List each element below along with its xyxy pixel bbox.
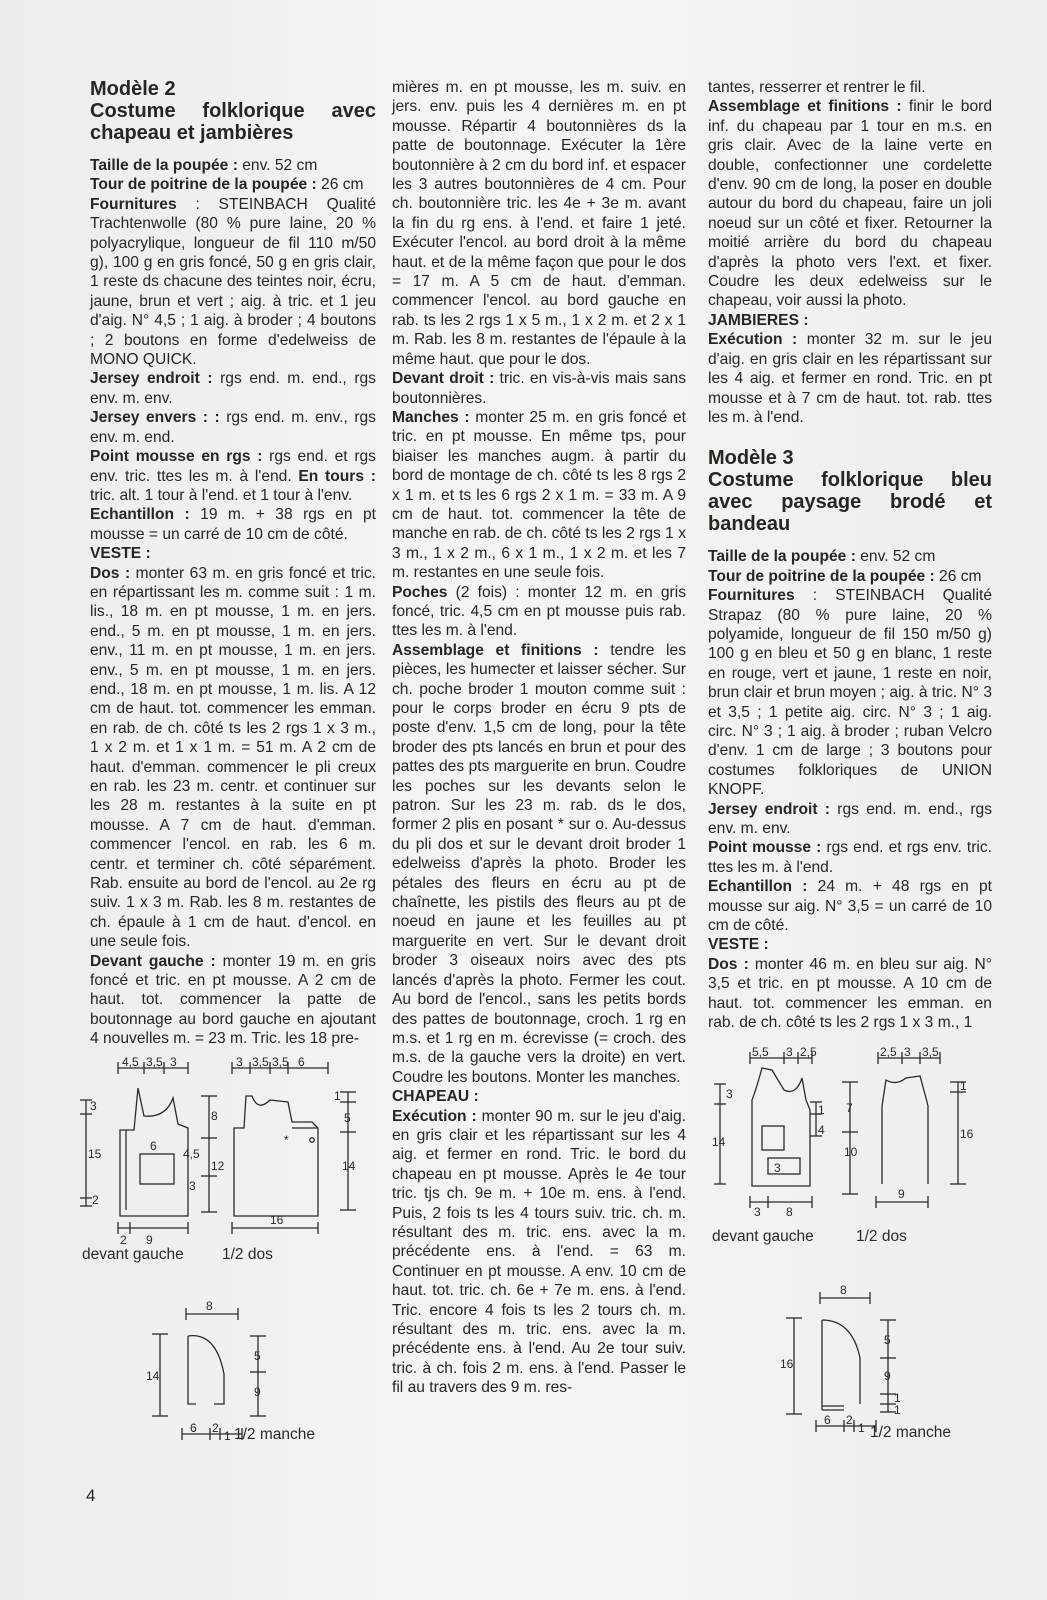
dim-m3-dos-top-2: 3,5 xyxy=(922,1045,939,1059)
dim-m2-devant-bottom-1: 9 xyxy=(146,1233,153,1247)
m2-manche-label: 1/2 manche xyxy=(234,1426,315,1443)
dim-m2-devant-left-1: 15 xyxy=(88,1147,102,1161)
dim-m2-manche-top: 8 xyxy=(206,1299,213,1313)
model-3-title: Costume folklorique bleu avec paysage brodé et bandeau xyxy=(708,469,992,536)
para-m3-fournitures: Fournitures : STEINBACH Qualité Strapaz (80 % pure laine, 20 % polyamide, longueur de fil 150 m/50 g) 100 g en bleu et 50 g en blanc, 1 reste en rouge, vert et jaune, 1 reste en noir, brun clair et brun moyen ; aig. à tric. N° 3 et 3,5 ; 1 petite aig. circ. N° 3 ; 1 aig. circ. N° 3 ; 1 aig. à broder ; ruban Velcro d'env. 1 cm de large ; 3 boutons pour costumes folkloriques de UNION KNOPF. xyxy=(708,587,992,799)
dim-m2-dos-top-2: 3,5 xyxy=(272,1055,289,1069)
para-point-mousse: Point mousse en rgs : rgs end. et rgs env. tric. ttes les m. à l'end. En tours : tric. alt. 1 tour à l'end. et 1 tour à l'env. xyxy=(90,448,376,504)
model-2-label: Modèle 2 xyxy=(90,78,176,100)
para-chapeau: CHAPEAU : xyxy=(392,1088,479,1106)
para-execution-jambieres: Exécution : monter 32 m. sur le jeu d'aig. en gris clair en les répartissant sur les 4 aig. et fermer en rond. Tric. en pt mousse et à 7 cm de haut. tot. rab. ttes les m. à l'end. xyxy=(708,331,992,426)
dim-m3-dos-right-0: 1 xyxy=(960,1079,967,1093)
dim-m3-devant-right-1: 4 xyxy=(818,1123,825,1137)
para-poches: Poches (2 fois) : monter 12 m. en gris foncé, tric. 4,5 cm en pt mousse puis rab. ttes les m. à l'end. xyxy=(392,583,686,640)
dim-m3-devant-bottom-0: 3 xyxy=(754,1205,761,1219)
dim-m3-manche-left: 16 xyxy=(780,1357,794,1371)
m3-devant-label: devant gauche xyxy=(712,1228,814,1245)
column-1 xyxy=(90,78,376,1049)
para-m3-jersey-endroit: Jersey endroit : rgs end. m. end., rgs env. m. env. xyxy=(708,800,992,837)
para-assemblage: Assemblage et finitions : tendre les pièces, les humecter et laisser sécher. Sur ch. poche broder 1 mouton comme suit : pour le corps broder en écru 9 pts de poste d'env. 1,5 cm de long, pour la tête broder des pts lancés en brun et pour des pattes des pts marguerite en brun. Coudre les poches sur les devants selon le patron. Sur les 23 m. rab. ds le dos, former 2 plis en posant * sur o. Au-dessus du pli dos et sur le devant droit broder 1 edelweiss d'après la photo. Broder les pétales des fleurs en écru au pt de chaînette, les pistils des fleurs au pt de noeud en jaune et les feuilles au pt marguerite en vert. Sur le devant droit broder 3 oiseaux noirs avec des pts lancés d'après la photo. Fermer les cout. Au bord de l'encol., sans les petits bords des pattes de boutonnage, croch. 1 rg en m.s. et 1 rg en m. écrevisse (= croch. des m.s. de la gauche vers la droite) en vert. Coudre les boutons. Monter les manches. xyxy=(392,641,686,1086)
dim-m2-dos-bottom: 16 xyxy=(270,1213,284,1227)
fold-star-icon: * xyxy=(284,1133,289,1147)
dim-m2-manche-left: 14 xyxy=(146,1369,160,1383)
para-devant-continued: mières m. en pt mousse, les m. suiv. en jers. env. puis les 4 dernières m. en pt mousse. Répartir 4 boutonnières ds la patte de boutonnage. Exécuter la 1ère boutonnière à 2 cm du bord inf. et espacer les 3 autres boutonnières de 4 cm. Pour ch. boutonnière tric. les 4e + 3e m. avant la fin du rg ens. à l'end. et faire 1 jeté. Exécuter l'encol. au bord droit à la même haut. et de la même façon que pour le dos = 17 m. A 5 cm de haut. d'emman. commencer l'encol. au bord gauche en rab. ts les 2 rgs 1 x 5 m., 1 x 2 m. et 2 x 1 m. Rab. les 8 m. restantes de l'épaule à la même haut. que pour le dos. xyxy=(392,79,686,368)
dim-m3-manche-bottom-1: 2 xyxy=(846,1413,853,1427)
model-3-label: Modèle 3 xyxy=(708,447,794,470)
dim-m2-devant-top-2: 3 xyxy=(170,1055,177,1069)
dim-m3-manche-bottom-0: 6 xyxy=(824,1413,831,1427)
dim-m3-manche-right-1: 9 xyxy=(884,1369,891,1383)
dim-m2-devant-top-0: 4,5 xyxy=(122,1055,139,1069)
dim-m2-dos-top-1: 3,5 xyxy=(252,1055,269,1069)
model-3-heading xyxy=(708,447,992,535)
para-m3-dos: Dos : monter 46 m. en bleu sur aig. N° 3,5 et tric. en pt mousse. A 10 cm de haut. tot. commencer les emman. en rab. de ch. côté ts les 2 rgs 1 x 3 m., 1 xyxy=(708,955,993,1032)
dim-m2-dos-right-0: 1 xyxy=(334,1089,341,1103)
dim-m2-manche-bottom-0: 6 xyxy=(190,1421,197,1435)
para-m3-poitrine: Tour de poitrine de la poupée : 26 cm xyxy=(708,567,982,585)
dim-m2-dos-right-2: 14 xyxy=(342,1159,356,1173)
dim-m3-manche-top: 8 xyxy=(840,1283,847,1297)
dim-m3-devant-left-0: 3 xyxy=(726,1087,733,1101)
m3-devant-right-dims xyxy=(810,1076,870,1206)
dim-m3-dos-top-1: 3 xyxy=(904,1045,911,1059)
dim-m2-manche-right-1: 9 xyxy=(254,1385,261,1399)
dim-m2-devant-left-0: 3 xyxy=(90,1099,97,1113)
dim-m2-devant-right-0: 8 xyxy=(211,1109,218,1123)
dim-m2-manche-bottom-1: 2 xyxy=(212,1421,219,1435)
dim-m2-manche-bottom-2: 1 xyxy=(224,1429,231,1443)
dim-m2-devant-pocket: 6 xyxy=(150,1139,157,1153)
dim-m3-devant-right-2: 7 xyxy=(846,1101,853,1115)
m2-dos-label: 1/2 dos xyxy=(222,1246,273,1263)
dim-m2-devant-left-2: 2 xyxy=(92,1193,99,1207)
para-jersey-envers: Jersey envers : : rgs end. m. env., rgs env. m. end. xyxy=(90,409,376,446)
dim-m3-manche-bottom-2: 1 xyxy=(858,1421,865,1435)
para-jambieres: JAMBIERES : xyxy=(708,311,809,329)
dim-m3-devant-left-1: 14 xyxy=(712,1135,726,1149)
dim-m2-devant-bottom-0: 2 xyxy=(120,1233,127,1247)
para-m3-veste: VESTE : xyxy=(708,936,769,954)
model-2-title: Costume folklorique avec chapeau et jambières xyxy=(90,100,376,144)
dim-m3-manche-right-2: 1 xyxy=(894,1391,901,1405)
m3-dos-schematic xyxy=(866,1046,986,1236)
para-jersey-endroit: Jersey endroit : rgs end. m. end., rgs env. m. env. xyxy=(90,370,376,407)
dim-m3-dos-right-1: 16 xyxy=(960,1127,974,1141)
dim-m3-manche-right-0: 5 xyxy=(884,1333,891,1347)
para-manches: Manches : monter 25 m. en gris foncé et tric. en pt mousse. En même tps, pour biaiser les manches augm. à partir du bord de montage de ch. côté ts les 8 rgs 2 x 1 m. et ts les 6 rgs 2 x 1 m. = 33 m. A 9 cm de haut. tot. commencer la tête de manche en rab. de ch. côté ts les 2 rgs 1 x 3 m., 1 x 2 m., 6 x 1 m., 1 x 2 m. et les 7 m. restantes en une seule fois. xyxy=(392,408,686,582)
dim-m2-dos-top-3: 6 xyxy=(298,1055,305,1069)
dim-m2-devant-right-1: 4,5 xyxy=(183,1147,200,1161)
dim-m2-dos-top-0: 3 xyxy=(236,1055,243,1069)
dim-m2-devant-right-3: 3 xyxy=(189,1179,196,1193)
para-fournitures: Fournitures : STEINBACH Qualité Trachtenwolle (80 % pure laine, 20 % polyacrylique, longueur de fil 110 m/50 g), 100 g en gris foncé, 50 g en gris clair, 1 reste ds chacune des teintes noir, écru, jaune, brun et vert ; aig. à tric. et 1 jeu d'aig. N° 4,5 ; 1 aig. à broder ; 4 boutons ; 2 boutons en forme d'edelweiss de MONO QUICK. xyxy=(90,195,376,369)
para-devant-droit: Devant droit : tric. en vis-à-vis mais sans boutonnières. xyxy=(392,370,686,407)
dim-m3-devant-pocket: 3 xyxy=(774,1161,781,1175)
para-taille: Taille de la poupée : env. 52 cm xyxy=(90,157,318,174)
para-poitrine: Tour de poitrine de la poupée : 26 cm xyxy=(90,176,364,194)
dim-m3-dos-bottom: 9 xyxy=(898,1187,905,1201)
m2-devant-label: devant gauche xyxy=(82,1246,184,1263)
dim-m2-dos-right-1: 5 xyxy=(344,1111,351,1125)
dim-m3-devant-bottom-1: 8 xyxy=(786,1205,793,1219)
m2-dos-right-dims xyxy=(330,1088,370,1218)
para-m3-point-mousse: Point mousse : rgs end. et rgs env. tric. ttes les m. à l'end. xyxy=(708,839,992,876)
model-2-heading xyxy=(90,78,376,144)
dim-m3-devant-top-0: 5,5 xyxy=(752,1045,769,1059)
dim-m3-devant-right-3: 10 xyxy=(844,1145,858,1159)
dim-m3-devant-top-2: 2,5 xyxy=(800,1045,817,1059)
dim-m2-manche-right-0: 5 xyxy=(254,1349,261,1363)
dim-m3-devant-right-0: 1 xyxy=(818,1103,825,1117)
para-veste: VESTE : xyxy=(90,545,151,563)
dim-m3-manche-right-3: 1 xyxy=(894,1403,901,1417)
para-m3-taille: Taille de la poupée : env. 52 cm xyxy=(708,548,936,566)
m3-manche-label: 1/2 manche xyxy=(870,1424,951,1441)
m3-manche-schematic xyxy=(780,1283,930,1442)
para-dos: Dos : monter 63 m. en gris foncé et tric. en répartissant les m. comme suit : 1 m. lis., 18 m. en pt mousse, 1 m. en jers. end., 5 m. en pt mousse, 1 m. en jers. env., 11 m. en pt mousse, 1 m. en jers. env., 5 m. en pt mousse, 1 m. en jers. end., 18 m. en pt mousse, 1 m. lis. A 12 cm de haut. tot. commencer les emman. en rab. de ch. côté ts les 2 rgs 1 x 3 m., 1 x 2 m. et 1 x 1 m. = 51 m. A 2 cm de haut. d'emman. commencer le pli creux en rab. les 23 m. centr. et continuer sur les 28 m. restantes à la suite en pt mousse. A 7 cm de haut. d'emman. commencer l'encol. en rab. les 6 m. centr. et terminer ch. côté séparément. Rab. ensuite au bord de l'encol. au 2e rg suiv. 1 x 3 m. Rab. les 8 m. restantes de ch. épaule à 1 cm de haut. d'encol. en une seule fois. xyxy=(90,564,376,951)
dim-m2-devant-top-1: 3,5 xyxy=(146,1055,163,1069)
m3-dos-label: 1/2 dos xyxy=(856,1228,907,1245)
para-chapeau-end: tantes, resserrer et rentrer le fil. xyxy=(708,79,926,96)
para-m3-echantillon: Echantillon : 24 m. + 48 rgs en pt mousse sur aig. N° 3,5 = un carré de 10 cm de côté. xyxy=(708,878,992,935)
para-execution-chapeau: Exécution : monter 90 m. sur le jeu d'aig. en gris clair et les répartissant sur les 4 aig. et fermer en rond. Tric. le bord du chapeau en pt mousse. Après le 4e tour tric. tjs ch. 9e m. + 10e m. ens. à l'end. Puis, 2 fois ts les 4 tours suiv. tric. ch. m. résultant des m. tric. ens. avec la m. précédente ens. à l'end. = 63 m. Continuer en pt mousse. A env. 10 cm de haut. tot. tric. ch. 6e + 7e m. ens. à l'end. Tric. encore 4 fois ts les 2 tours ch. m. résultant des m. tric. ens. avec la m. précédente ens. à l'end. Au 2e tour suiv. tric. à ch. fois 2 m. ens. à l'end. Passer le fil au travers des 9 m. res- xyxy=(392,1107,686,1397)
page-number: 4 xyxy=(86,1486,96,1505)
column-3 xyxy=(708,78,992,1032)
para-devant-gauche: Devant gauche : monter 19 m. en gris foncé et tric. en pt mousse. A 2 cm de haut. tot. commencer la patte de boutonnage au bord gauche en ajoutant 4 nouvelles m. = 23 m. Tric. les 18 pre- xyxy=(90,952,376,1048)
column-2 xyxy=(392,78,686,1398)
dim-m2-devant-right-2: 12 xyxy=(211,1159,225,1173)
para-echantillon: Echantillon : 19 m. + 38 rgs en pt mousse = un carré de 10 cm de côté. xyxy=(90,506,376,543)
para-assemblage-chapeau: Assemblage et finitions : finir le bord inf. du chapeau par 1 tour en m.s. en gris clair. Avec de la laine verte en double, confectionner une cordelette d'env. 90 cm de long, la poser en double autour du bord du chapeau, faire un joli noeud sur un côté et fixer. Retourner la moitié arrière du bord du chapeau d'après la photo vers l'ext. et fixer. Coudre les deux edelweiss sur le chapeau, voir aussi la photo. xyxy=(708,98,992,310)
dim-m3-dos-top-0: 2,5 xyxy=(880,1045,897,1059)
dim-m3-devant-top-1: 3 xyxy=(786,1045,793,1059)
